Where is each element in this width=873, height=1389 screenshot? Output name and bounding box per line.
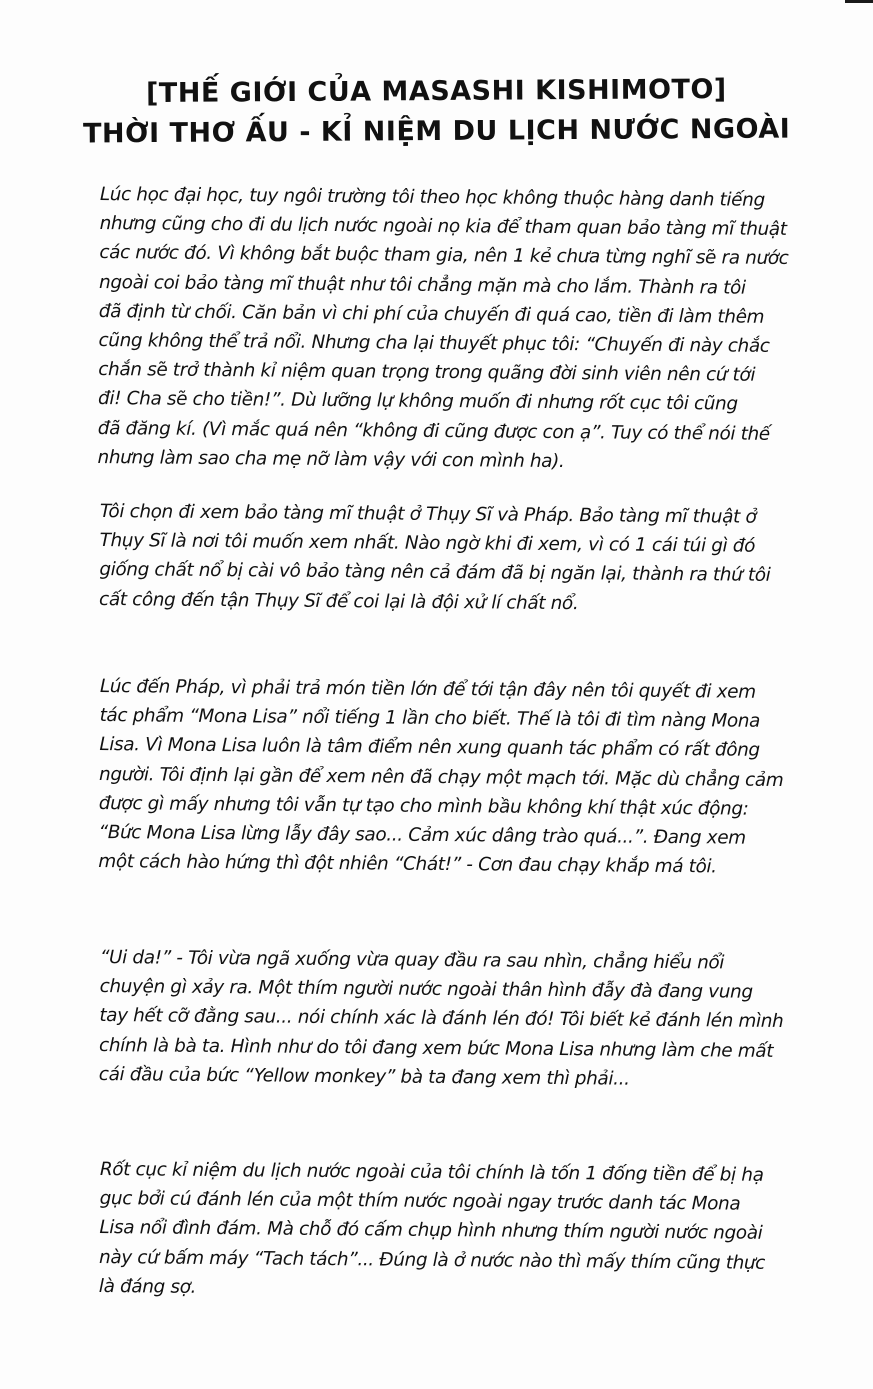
paragraph-line: gục bởi cú đánh lén của một thím nước ngoài ngay trước danh tác Mona (99, 1188, 741, 1215)
paragraph-line: đi! Cha sẽ cho tiền!”. Dù lưỡng lự không muốn đi nhưng rốt cục tôi cũng (97, 388, 738, 415)
paragraph-line: chắn sẽ trở thành kỉ niệm quan trọng trong quãng đời sinh viên nên cứ tới (98, 359, 756, 386)
paragraph-line: chuyện gì xảy ra. Một thím người nước ngoài thân hình đẫy đà đang vung (99, 976, 753, 1003)
paragraph-line: đã đăng kí. (Vì mắc quá nên “không đi cũng được con ạ”. Tuy có thể nói thế (97, 417, 770, 445)
paragraph-5 (99, 1155, 800, 1307)
paragraph-line: ngoài coi bảo tàng mĩ thuật như tôi chẳng mặn mà cho lắm. Thành ra tôi (99, 271, 746, 299)
title-line-1: [THẾ GIỚI CỦA MASASHI KISHIMOTO] (145, 73, 727, 110)
paragraph-4 (99, 943, 800, 1095)
paragraph-line: các nước đó. Vì không bắt buộc tham gia, nên 1 kẻ chưa từng nghĩ sẽ ra nước (99, 242, 789, 270)
paragraph-line: này cứ bấm máy “Tach tách”... Đúng là ở nước nào thì mấy thím cũng thực (99, 1246, 766, 1274)
paragraph-line: một cách hào hứng thì đột nhiên “Chát!” - Cơn đau chạy khắp má tôi. (98, 851, 717, 878)
paragraph-1 (97, 180, 800, 478)
paragraph-line: Lúc học đại học, tuy ngôi trường tôi theo học không thuộc hàng danh tiếng (99, 183, 765, 211)
paragraph-line: “Bức Mona Lisa lừng lẫy đây sao... Cảm xúc dâng trào quá...”. Đang xem (98, 822, 746, 849)
paragraph-line: chính là bà ta. Hình như do tôi đang xem bức Mona Lisa nhưng làm che mất (99, 1034, 774, 1062)
paragraph-line: nhưng làm sao cha mẹ nỡ làm vậy với con mình ha). (97, 446, 565, 472)
paragraph-line: nhưng cũng cho đi du lịch nước ngoài nọ kia để tham quan bảo tàng mĩ thuật (99, 213, 787, 241)
paragraph-line: Thụy Sĩ là nơi tôi muốn xem nhất. Nào ngờ khi đi xem, vì có 1 cái túi gì đó (99, 530, 756, 557)
paragraph-3 (98, 672, 800, 883)
paragraph-line: tay hết cỡ đằng sau... nói chính xác là đánh lén đó! Tôi biết kẻ đánh lén mình (99, 1005, 784, 1033)
paragraph-line: được gì mấy nhưng tôi vẫn tự tạo cho mình bầu không khí thật xúc động: (98, 792, 749, 820)
paragraph-line: tác phẩm “Mona Lisa” nổi tiếng 1 lần cho biết. Thế là tôi đi tìm nàng Mona (99, 705, 761, 732)
page-title (60, 69, 814, 154)
paragraph-line: Lisa. Vì Mona Lisa luôn là tâm điểm nên xung quanh tác phẩm có rất đông (99, 734, 760, 762)
paragraph-line: người. Tôi định lại gần để xem nên đã chạy một mạch tới. Mặc dù chẳng cảm (99, 763, 784, 791)
paragraph-line: cũng không thể trả nổi. Nhưng cha lại thuyết phục tôi: “Chuyến đi này chắc (98, 330, 770, 357)
paragraph-line: cái đầu của bức “Yellow monkey” bà ta đang xem thì phải... (98, 1063, 630, 1090)
paragraph-line: đã định từ chối. Căn bản vì chi phí của chuyến đi quá cao, tiền đi làm thêm (98, 300, 765, 328)
paragraph-2 (99, 497, 800, 620)
paragraph-line: là đáng sợ. (98, 1275, 197, 1298)
paragraph-line: Lúc đến Pháp, vì phải trả món tiền lớn để tới tận đây nên tôi quyết đi xem (99, 675, 756, 703)
paragraph-line: “Ui da!” - Tôi vừa ngã xuống vừa quay đầu ra sau nhìn, chẳng hiểu nổi (99, 946, 725, 974)
paragraph-line: Tôi chọn đi xem bảo tàng mĩ thuật ở Thụy Sĩ và Pháp. Bảo tàng mĩ thuật ở (99, 500, 757, 528)
paragraph-line: Rốt cục kỉ niệm du lịch nước ngoài của tôi chính là tốn 1 đống tiền để bị hạ (99, 1158, 764, 1186)
paragraph-line: giống chất nổ bị cài vô bảo tàng nên cả đám đã bị ngăn lại, thành ra thứ tôi (99, 559, 771, 587)
paragraph-line: Lisa nổi đình đám. Mà chỗ đó cấm chụp hình nhưng thím người nước ngoài (99, 1217, 763, 1245)
page-edge-mark (845, 0, 873, 3)
paragraph-line: cất công đến tận Thụy Sĩ để coi lại là đội xử lí chất nổ. (99, 588, 579, 614)
title-line-2: THỜI THƠ ẤU - KỈ NIỆM DU LỊCH NƯỚC NGOÀI (82, 113, 791, 150)
